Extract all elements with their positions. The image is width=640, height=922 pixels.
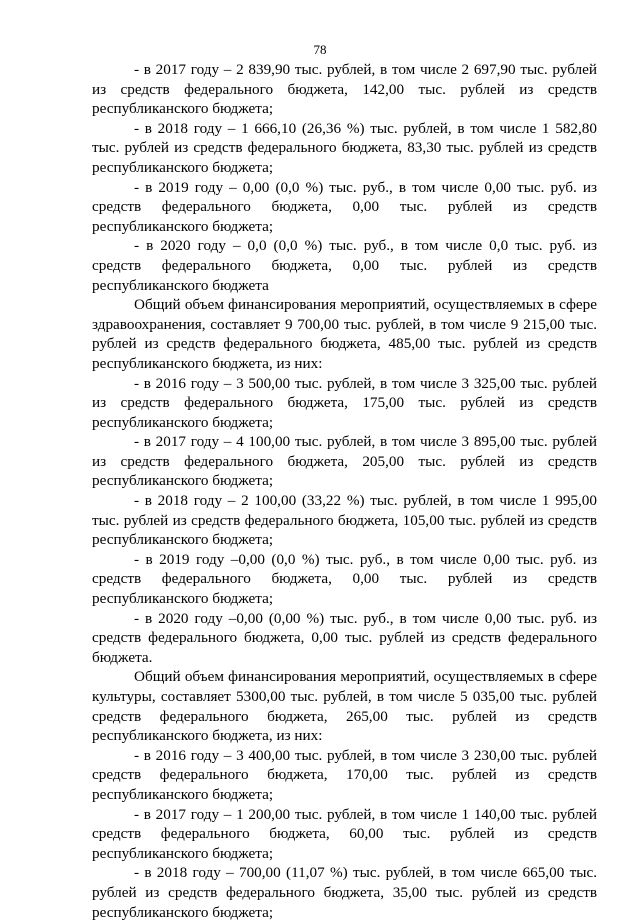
paragraph-healthcare-2018: - в 2018 году – 2 100,00 (33,22 %) тыс. рублей, в том числе 1 995,00 тыс. рублей из средств федерального бюджета, 105,00 тыс. рублей из средств республиканского бюджета;: [92, 492, 597, 549]
paragraph-healthcare-total: Общий объем финансирования мероприятий, осуществляемых в сфере здравоохранения, составляет 9 700,00 тыс. рублей, в том числе 9 215,00 тыс. рублей из средств федерального бюджета, 485,00 тыс. рублей из средств республиканского бюджета, из них:: [92, 296, 597, 372]
paragraph-2019-amount: - в 2019 году – 0,00 (0,0 %) тыс. руб., в том числе 0,00 тыс. руб. из средств федерального бюджета, 0,00 тыс. рублей из средств республиканского бюджета;: [92, 178, 597, 235]
paragraph-culture-2017: - в 2017 году – 1 200,00 тыс. рублей, в том числе 1 140,00 тыс. рублей средств федерального бюджета, 60,00 тыс. рублей из средств республиканского бюджета;: [92, 805, 597, 862]
page-number: 78: [313, 42, 327, 57]
paragraph-culture-2016: - в 2016 году – 3 400,00 тыс. рублей, в том числе 3 230,00 тыс. рублей средств федерального бюджета, 170,00 тыс. рублей из средств республиканского бюджета;: [92, 746, 597, 803]
paragraph-healthcare-2020: - в 2020 году –0,00 (0,00 %) тыс. руб., в том числе 0,00 тыс. руб. из средств федерального бюджета, 0,00 тыс. рублей из средств федерального бюджета.: [92, 609, 597, 666]
paragraph-2017-amount: - в 2017 году – 2 839,90 тыс. рублей, в том числе 2 697,90 тыс. рублей из средств федерального бюджета, 142,00 тыс. рублей из средств республиканского бюджета;: [92, 61, 597, 118]
paragraph-healthcare-2016: - в 2016 году – 3 500,00 тыс. рублей, в том числе 3 325,00 тыс. рублей из средств федерального бюджета, 175,00 тыс. рублей из средств республиканского бюджета;: [92, 374, 597, 431]
paragraph-healthcare-2017: - в 2017 году – 4 100,00 тыс. рублей, в том числе 3 895,00 тыс. рублей из средств федерального бюджета, 205,00 тыс. рублей из средств республиканского бюджета;: [92, 433, 597, 490]
paragraph-culture-total: Общий объем финансирования мероприятий, осуществляемых в сфере культуры, составляет 5300,00 тыс. рублей, в том числе 5 035,00 тыс. рублей средств федерального бюджета, 265,00 тыс. рублей из средств республиканского бюджета, из них:: [92, 668, 597, 745]
paragraph-2018-amount: - в 2018 году – 1 666,10 (26,36 %) тыс. рублей, в том числе 1 582,80 тыс. рублей из средств федерального бюджета, 83,30 тыс. рублей из средств республиканского бюджета;: [92, 119, 597, 176]
paragraph-culture-2018: - в 2018 году – 700,00 (11,07 %) тыс. рублей, в том числе 665,00 тыс. рублей из средств федерального бюджета, 35,00 тыс. рублей из средств республиканского бюджета;: [92, 864, 597, 921]
paragraph-2020-amount: - в 2020 году – 0,0 (0,0 %) тыс. руб., в том числе 0,0 тыс. руб. из средств федерального бюджета, 0,00 тыс. рублей из средств республиканского бюджета: [92, 237, 597, 294]
document-body: [92, 60, 597, 922]
paragraph-healthcare-2019: - в 2019 году –0,00 (0,0 %) тыс. руб., в том числе 0,00 тыс. руб. из средств федерального бюджета, 0,00 тыс. рублей из средств республиканского бюджета;: [92, 550, 597, 608]
